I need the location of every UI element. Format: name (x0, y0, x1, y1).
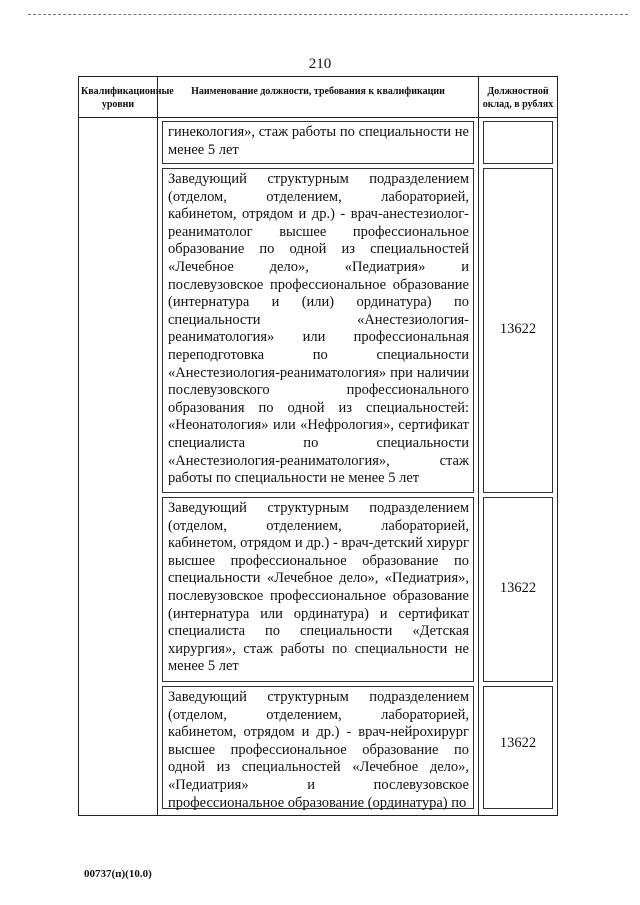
salary-cell (479, 118, 558, 816)
position-block: Заведующий структурным подразделением (отделом, отделением, лабораторией, кабинетом, отрядом и др.) - врач-нейрохирург высшее профессиональное образование по одной из специальностей «Лечебное дело», «Педиатрия» и послевузовское профессиональное образование (ординатура) по (162, 686, 474, 809)
header-salary: Должностной оклад, в рублях (479, 77, 558, 118)
qualification-table (78, 76, 558, 816)
position-block: гинекология», стаж работы по специальности не менее 5 лет (162, 121, 474, 164)
position-block: Заведующий структурным подразделением (отделом, отделением, лабораторией, кабинетом, отрядом и др.) - врач-анестезиолог-реаниматолог высшее профессиональное образование по одной из специальностей «Лечебное дело», «Педиатрия» и послевузовское профессиональное образование (интернатура и (или) ординатура) по специальности «Анестезиология-реаниматология» или профессиональная переподготовка по специальности «Анестезиология-реаниматология» при наличии послевузовского профессионального образования по одной из специальностей: «Неонатология» или «Нефрология», сертификат специалиста по специальности «Анестезиология-реаниматология», стаж работы по специальности не менее 5 лет (162, 168, 474, 493)
salary-block (483, 121, 553, 164)
salary-value: 13622 (499, 321, 537, 337)
salary-block (483, 686, 553, 809)
top-dashed-rule (28, 14, 628, 15)
position-block: Заведующий структурным подразделением (отделом, отделением, лабораторией, кабинетом, отрядом и др.) - врач-детский хирург высшее профессиональное образование по специальности «Лечебное дело», «Педиатрия», послевузовское профессиональное образование (интернатура или ординатура) и сертификат специалиста по специальности «Детская хирургия», стаж работы по специальности не менее 5 лет (162, 497, 474, 682)
table-header-row (79, 77, 558, 118)
document-code: 00737(п)(10.0) (84, 868, 152, 880)
salary-block (483, 497, 553, 682)
salary-block (483, 168, 553, 493)
requirements-cell (158, 118, 479, 816)
salary-value: 13622 (499, 735, 537, 751)
header-position-requirements: Наименование должности, требования к квалификации (158, 77, 479, 118)
page-number: 210 (308, 56, 332, 72)
qualification-level-cell (79, 118, 158, 816)
table-body-row (79, 118, 558, 816)
header-qualification-levels: Квалификационные уровни (79, 77, 158, 118)
salary-value: 13622 (499, 580, 537, 596)
